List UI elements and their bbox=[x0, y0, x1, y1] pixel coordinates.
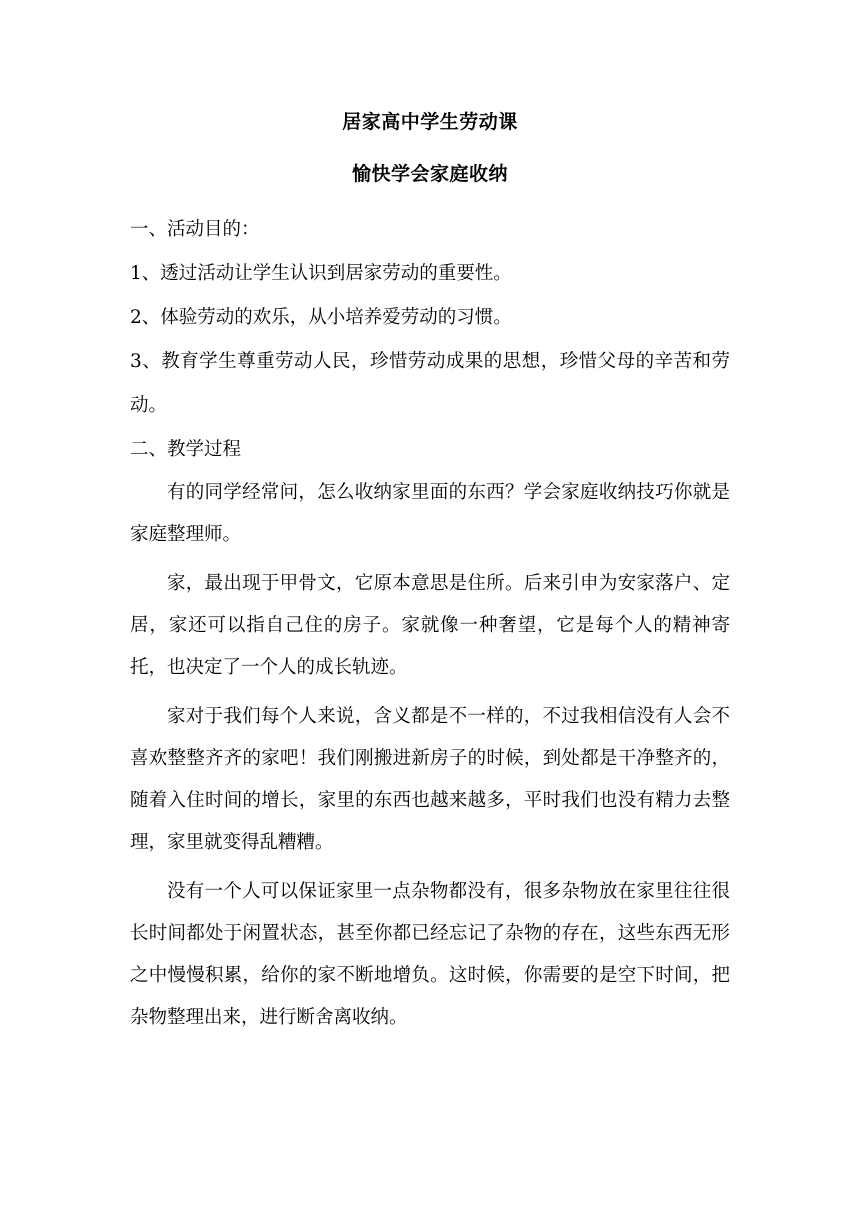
section-heading-activity-goals: 一、活动目的： bbox=[130, 219, 260, 240]
goal-item-3: 3、教育学生尊重劳动人民，珍惜劳动成果的思想，珍惜父母的辛苦和劳动。 bbox=[130, 351, 730, 416]
goal-item-2: 2、体验劳动的欢乐，从小培养爱劳动的习惯。 bbox=[130, 307, 512, 328]
body-paragraph: 家，最出现于甲骨文，它原本意思是住所。后来引申为安家落户、定居，家还可以指自己住的房子。家就像一种奢望，它是每个人的精神寄托，也决定了一个人的成长轨迹。 bbox=[130, 573, 730, 678]
body-paragraph: 家对于我们每个人来说，含义都是不一样的，不过我相信没有人会不喜欢整整齐齐的家吧！我们刚搬进新房子的时候，到处都是干净整齐的，随着入住时间的增长，家里的东西也越来越多，平时我们也没有精力去整理，家里就变得乱糟糟。 bbox=[130, 706, 730, 853]
goal-item-1: 1、透过活动让学生认识到居家劳动的重要性。 bbox=[130, 263, 512, 284]
document-subtitle: 愉快学会家庭收纳 bbox=[351, 163, 508, 185]
body-paragraph: 没有一个人可以保证家里一点杂物都没有，很多杂物放在家里往往很长时间都处于闲置状态，甚至你都已经忘记了杂物的存在，这些东西无形之中慢慢积累，给你的家不断地增负。这时候，你需要的是空下时间，把杂物整理出来，进行断舍离收纳。 bbox=[130, 881, 730, 1028]
document-title: 居家高中学生劳动课 bbox=[342, 111, 518, 133]
section-heading-teaching-process: 二、教学过程 bbox=[130, 439, 242, 460]
body-paragraph: 有的同学经常问，怎么收纳家里面的东西？学会家庭收纳技巧你就是家庭整理师。 bbox=[130, 482, 730, 545]
document-page bbox=[130, 108, 730, 1046]
